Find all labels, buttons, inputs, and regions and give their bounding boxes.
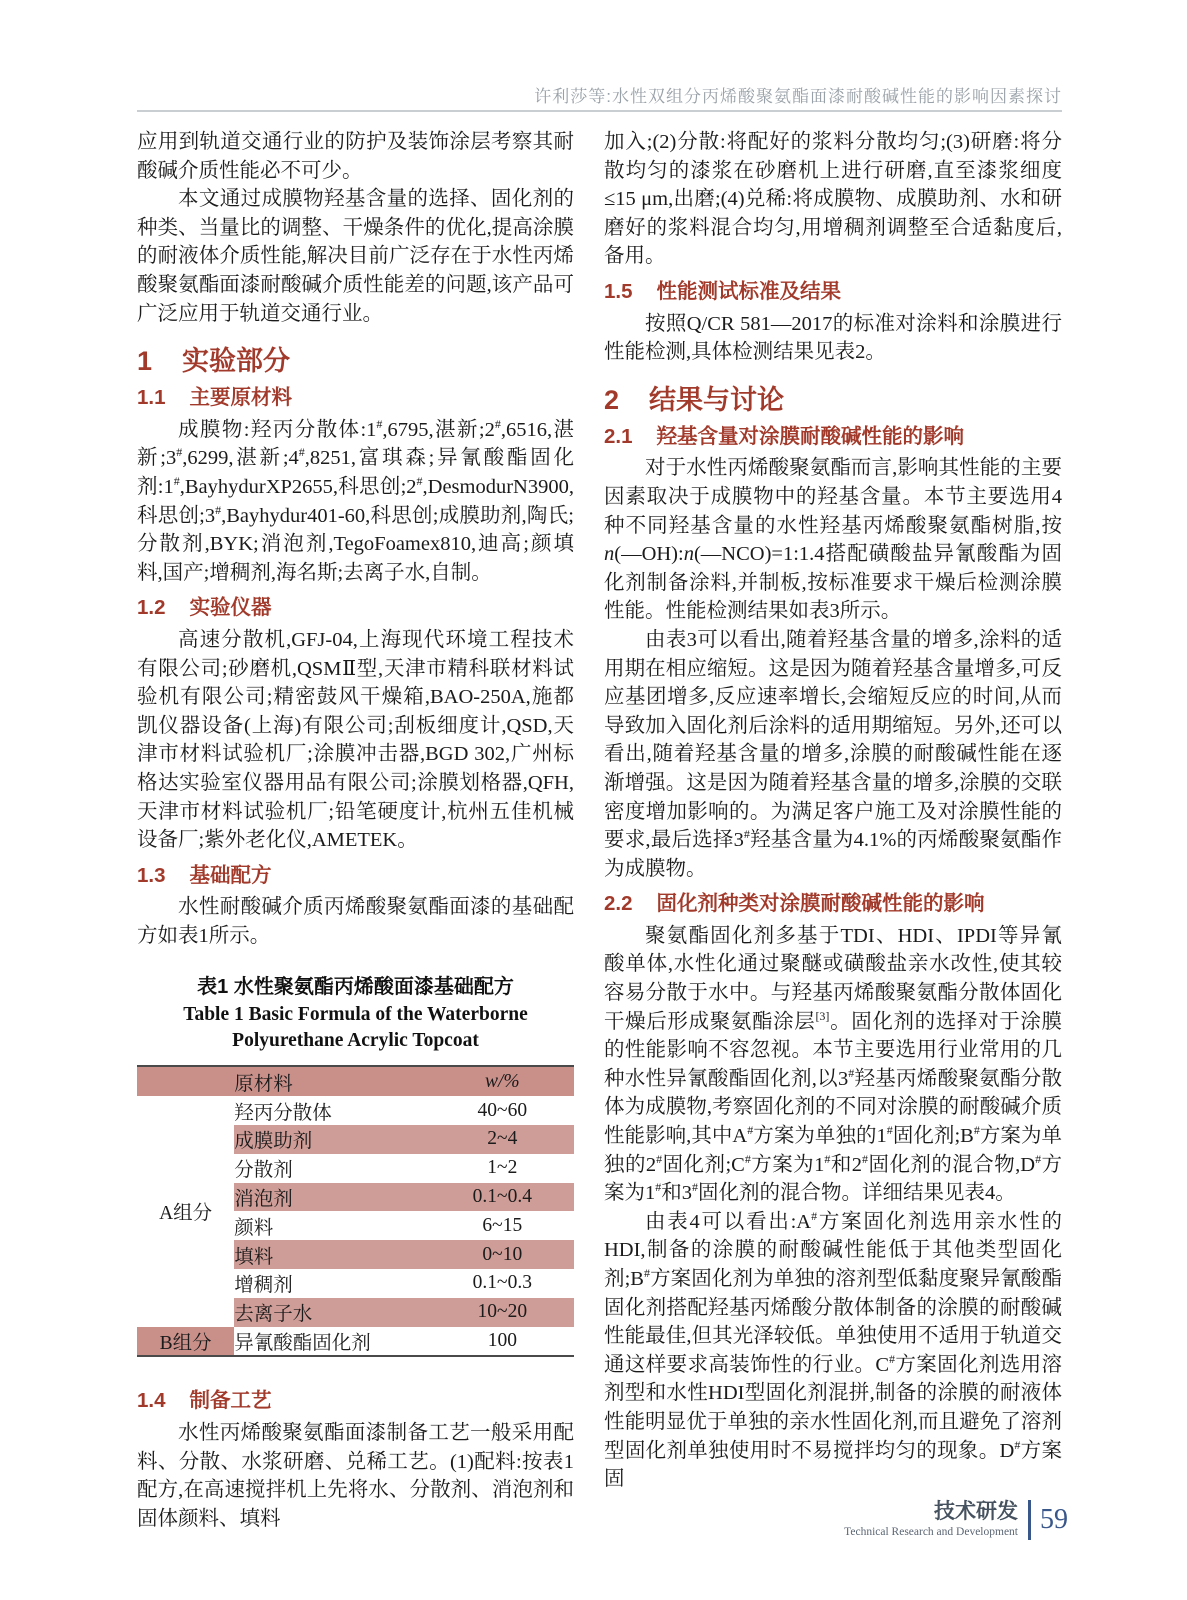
section-2-2-paragraph-1: 聚氨酯固化剂多基于TDI、HDI、IPDI等异氰酸单体,水性化通过聚醚或磺酸盐亲水改性,使其较容易分散于水中。与羟基丙烯酸聚氨酯分散体固化干燥后形成聚氨酯涂层[3]。固化剂的选择对于涂膜的性能影响不容忽视。本节主要选用行业常用的几种水性异氰酸酯固化剂,以3#羟基丙烯酸聚氨酯分散体为成膜物,考察固化剂的不同对涂膜的耐酸碱介质性能影响,其中A#方案为单独的1#固化剂;B#方案为单独的2#固化剂;C#方案为1#和2#固化剂的混合物,D#方案为1#和3#固化剂的混合物。详细结果见表4。 [604, 924, 1063, 1205]
section-2-1-paragraph-2: 由表3可以看出,随着羟基含量的增多,涂料的适用期在相应缩短。这是因为随着羟基含量增多,可反应基团增多,反应速率增长,会缩短反应的时间,从而导致加入固化剂后涂料的适用期缩短。另外,还可以看出,随着羟基含量的增多,涂膜的耐酸碱性能在逐渐增强。这是因为随着羟基含量的增多,涂膜的交联密度增加影响的。为满足客户施工及对涂膜性能的要求,最后选择3#羟基含量为4.1%的丙烯酸聚氨酯作为成膜物。 [604, 628, 1063, 880]
intro-paragraph-2: 本文通过成膜物羟基含量的选择、固化剂的种类、当量比的调整、干燥条件的优化,提高涂膜的耐液体介质性能,解决目前广泛存在于水性丙烯酸聚氨酯面漆耐酸碱介质性能差的问题,该产品可广泛应用于轨道交通行业。 [137, 188, 574, 325]
footer-labels [844, 1501, 1018, 1539]
running-header: 许利莎等:水性双组分丙烯酸聚氨酯面漆耐酸碱性能的影响因素探讨 [534, 87, 1062, 106]
table-cell-w: 6~15 [482, 1214, 523, 1236]
table-cell-w: 2~4 [431, 1125, 574, 1154]
section-title: 性能测试标准及结果 [656, 279, 841, 303]
table-1-caption-zh: 表1 水性聚氨酯丙烯酸面漆基础配方 [197, 976, 514, 999]
section-number: 1 [137, 346, 153, 377]
section-title: 主要原材料 [189, 386, 292, 410]
section-number: 1.4 [137, 1389, 166, 1413]
table-1 [137, 1065, 574, 1357]
section-1-1-body: 成膜物:羟丙分散体:1#,6795,湛新;2#,6516,湛新;3#,6299,湛新;4#,8251,富琪森;异氰酸酯固化剂:1#,BayhydurXP2655,科思创;2#,DesmodurN3900,科思创;3#,Bayhydur401-60,科思创;成膜助剂,陶氏;分散剂,BYK;消泡剂,TegoFoamex810,迪高;颜填料,国产;增稠剂,海名斯;去离子水,自制。 [137, 416, 575, 584]
table-cell-material: 异氰酸酯固化剂 [234, 1333, 371, 1355]
table-cell-w: 0.1~0.4 [431, 1183, 574, 1212]
section-2-heading [604, 385, 1062, 416]
section-title: 基础配方 [189, 863, 272, 887]
table-cell-w: 1~2 [487, 1157, 518, 1179]
section-2-1-paragraph-1: 对于水性丙烯酸聚氨酯而言,影响其性能的主要因素取决于成膜物中的羟基含量。本节主要选用4种不同羟基含量的水性羟基丙烯酸聚氨酯树脂,按n(—OH):n(—NCO)=1:1.4搭配磺酸盐异氰酸酯为固化剂制备涂料,并制板,按标准要求干燥后检测涂膜性能。性能检测结果如表3所示。 [604, 457, 1062, 623]
table-cell-material: 颜料 [234, 1217, 274, 1239]
section-title: 结果与讨论 [649, 384, 785, 415]
section-title: 固化剂种类对涂膜耐酸碱性能的影响 [656, 892, 985, 916]
intro-paragraph-1: 应用到轨道交通行业的防护及装饰涂层考察其耐酸碱介质性能必不可少。 [137, 131, 574, 182]
footer [844, 1500, 1068, 1540]
section-1-3-heading [137, 864, 574, 889]
section-1-3-body: 水性耐酸碱介质丙烯酸聚氨酯面漆的基础配方如表1所示。 [137, 896, 574, 947]
table-cell-w: 40~60 [477, 1099, 528, 1121]
section-number: 2.1 [604, 424, 633, 448]
table-1-group-b: B组分 [137, 1327, 234, 1357]
table-cell-material: 羟丙分散体 [234, 1102, 332, 1124]
table-cell-material: 分散剂 [234, 1160, 293, 1182]
table-1-header-row [137, 1066, 574, 1096]
table-1-header-w: w/% [431, 1066, 574, 1096]
header-rule [137, 110, 1062, 112]
table-1-caption-en: Table 1 Basic Formula of the Waterborne Polyurethane Acrylic Topcoat [183, 1004, 528, 1052]
section-number: 1.2 [137, 596, 166, 620]
section-1-5-body: 按照Q/CR 581—2017的标准对涂料和涂膜进行性能检测,具体检测结果见表2。 [604, 312, 1062, 364]
section-number: 2.2 [604, 892, 633, 916]
section-number: 1.3 [137, 863, 166, 887]
table-cell-material: 成膜助剂 [234, 1125, 430, 1154]
section-2-2-paragraph-2: 由表4可以看出:A#方案固化剂选用亲水性的HDI,制备的涂膜的耐酸碱性能低于其他类型固化剂;B#方案固化剂为单独的溶剂型低黏度聚异氰酸酯固化剂搭配羟基丙烯酸分散体制备的涂膜的耐酸碱性能最佳,但其光泽较低。单独使用不适用于轨道交通这样要求高装饰性的行业。C#方案固化剂选用溶剂型和水性HDI型固化剂混拼,制备的涂膜的耐液体性能明显优于单独的亲水性固化剂,而且避免了溶剂型固化剂单独使用时不易搅拌均匀的现象。D#方案固 [604, 1209, 1063, 1491]
footer-section-zh: 技术研发 [934, 1500, 1018, 1523]
section-number: 1.1 [137, 386, 166, 410]
table-cell-material: 填料 [234, 1240, 430, 1269]
table-1-header-material: 原材料 [234, 1066, 430, 1096]
footer-section-en: Technical Research and Development [844, 1526, 1018, 1538]
section-1-heading [137, 346, 574, 377]
section-title: 实验部分 [182, 346, 291, 377]
section-1-4-heading [137, 1389, 574, 1414]
footer-divider [1028, 1500, 1031, 1540]
table-cell-w: 0.1~0.3 [472, 1272, 532, 1294]
section-1-4-body: 水性丙烯酸聚氨酯面漆制备工艺一般采用配料、分散、水浆研磨、兑稀工艺。(1)配料:按表1配方,在高速搅拌机上先将水、分散剂、消泡剂和固体颜料、填料 [137, 1422, 574, 1530]
table-cell-w: 10~20 [431, 1298, 574, 1327]
section-number: 1.5 [604, 279, 633, 303]
table-cell-material: 增稠剂 [234, 1275, 293, 1297]
section-1-2-heading [137, 596, 574, 621]
section-2-2-heading [604, 892, 1062, 917]
section-2-1-heading [604, 425, 1062, 450]
section-title: 实验仪器 [189, 596, 272, 620]
table-cell-material: 消泡剂 [234, 1183, 430, 1212]
table-row [137, 1096, 574, 1125]
page-number: 59 [1040, 1504, 1068, 1535]
right-column [604, 128, 1062, 1494]
left-column [137, 128, 574, 1533]
table-row [137, 1327, 574, 1357]
continued-paragraph: 加入;(2)分散:将配好的浆料分散均匀;(3)研磨:将分散均匀的漆浆在砂磨机上进行研磨,直至漆浆细度≤15 μm,出磨;(4)兑稀:将成膜物、成膜助剂、水和研磨好的浆料混合均匀,用增稠剂调整至合适黏度后,备用。 [604, 131, 1062, 268]
section-1-2-body: 高速分散机,GFJ-04,上海现代环境工程技术有限公司;砂磨机,QSMⅡ型,天津市精科联材料试验机有限公司;精密鼓风干燥箱,BAO-250A,施都凯仪器设备(上海)有限公司;刮板细度计,QSD,天津市材料试验机厂;涂膜冲击器,BGD 302,广州标格达实验室仪器用品有限公司;涂膜划格器,QFH,天津市材料试验机厂;铅笔硬度计,杭州五佳机械设备厂;紫外老化仪,AMETEK。 [137, 628, 574, 852]
table-1-header-empty [137, 1066, 234, 1096]
table-cell-material: 去离子水 [234, 1298, 430, 1327]
section-1-5-heading [604, 280, 1062, 305]
table-cell-w: 100 [487, 1330, 517, 1352]
section-title: 羟基含量对涂膜耐酸碱性能的影响 [656, 424, 964, 448]
section-title: 制备工艺 [189, 1389, 272, 1413]
table-1-group-a: A组分 [159, 1203, 213, 1225]
section-1-1-heading [137, 386, 574, 411]
table-cell-w: 0~10 [431, 1240, 574, 1269]
section-number: 2 [604, 384, 620, 415]
